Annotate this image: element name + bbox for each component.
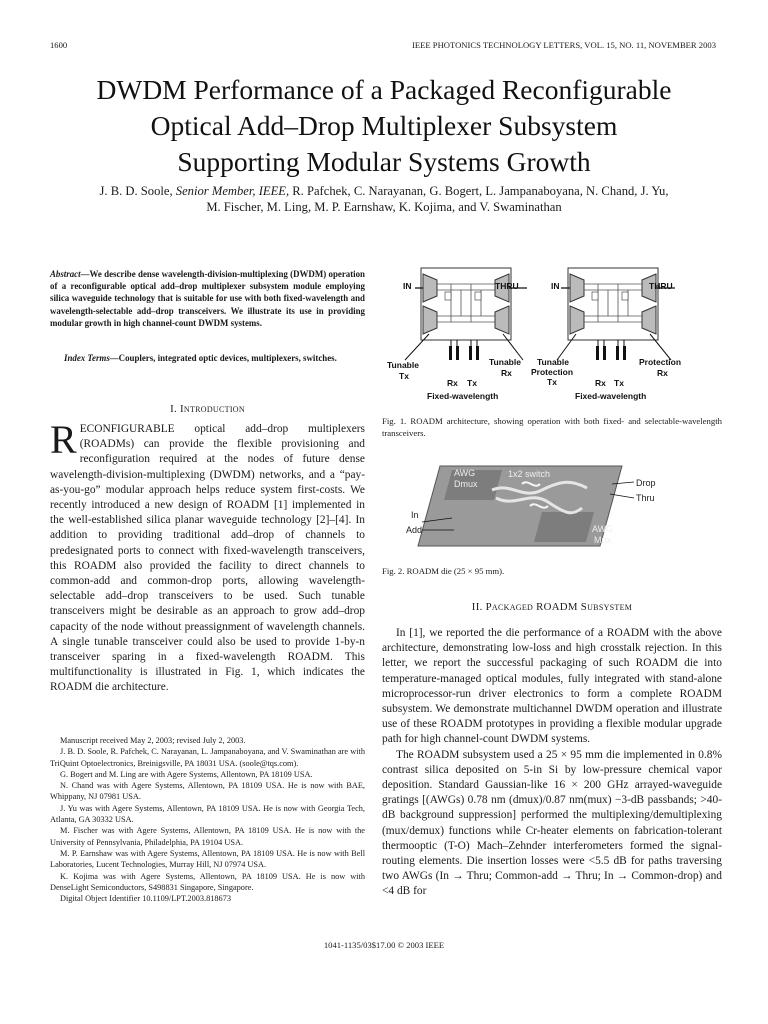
- index-terms: [50, 352, 365, 364]
- footnote: N. Chand was with Agere Systems, Allentown, PA 18109 USA. He is now with BAE, Whippany, NJ 07981 USA.: [50, 781, 365, 802]
- section-1-title: Introduction: [179, 403, 245, 415]
- switch-element: [445, 292, 451, 300]
- fig1-label: IN: [403, 281, 412, 291]
- section-2-number: II.: [471, 601, 483, 613]
- fig1-label: Tx: [399, 371, 409, 381]
- section-1-number: I.: [170, 403, 177, 415]
- fig2-label: Add: [406, 525, 423, 535]
- drop-cap: R: [50, 417, 77, 462]
- paper-title: [40, 72, 728, 180]
- awg-drop: [495, 306, 509, 334]
- fig1-label: Tunable: [489, 357, 521, 367]
- awg-dmux: [570, 274, 584, 302]
- rx-block: [596, 346, 599, 360]
- roadm-left-schematic: [387, 268, 527, 401]
- fig1-label: THRU: [649, 281, 673, 291]
- switch-network: [584, 284, 642, 322]
- fig1-label: Protection: [531, 367, 574, 377]
- fixed-lines: [451, 340, 477, 360]
- fig1-label: Fixed-wavelength: [427, 391, 499, 401]
- section-2-paragraph-2: The ROADM subsystem used a 25 × 95 mm die implemented in 0.8% contrast silica deposited on 5-in Si by low-pressure chemical vapor deposition. Standard Gaussian-like 16 × 200 GHz arrayed-waveguide gratings [(AWGs) 0.78 nm (dmux)/0.87 nm(mux) −3-dB passbands; >40-dB background suppression] performed the multiplexing/demultiplexing (mux/demux) functions while Cr-heater elements on fabrication-tolerant thermooptic (T-O) Mach–Zehnder interferometers formed the signal-routing elements. Die insertion losses were <5.5 dB for paths traversing two AWGs (In → Thru; Common-add → Thru; In → Common-drop) and <4 dB for: [382, 748, 722, 898]
- awg-drop: [642, 306, 656, 334]
- switch-element: [592, 292, 598, 300]
- fig1-label: THRU: [495, 281, 519, 291]
- abstract-label: Abstract: [50, 269, 81, 279]
- section-2-paragraph-1: In [1], we reported the die performance of a ROADM with the above architecture, demonstrating low-loss and high crosstalk rejection. In this letter, we report the successful packaging of such ROADM die into temperature-managed optical modules, fully integrated with stand-alone microprocessor-run driver electronics to form a complete ROADM subsystem. We demonstrate multichannel DWDM operation and illustrate use of these ROADM prototypes in providing a flexible modular upgrade path for high channel-count DWDM systems.: [382, 627, 722, 746]
- title-line-3: Supporting Modular Systems Growth: [177, 146, 591, 177]
- abstract-text: —We describe dense wavelength-division-multiplexing (DWDM) operation of a reconfigurable optical add–drop multiplexer subsystem module employing silica waveguide technology that is suitable for use with both fixed-wavelength and wavelength-selectable add–drop transceivers. We illustrate its use in providing modular growth in high channel-count DWDM systems.: [50, 269, 365, 328]
- section-2-heading: [382, 601, 722, 613]
- fig2-label: Dmux: [454, 479, 478, 489]
- fig1-label: Rx: [657, 368, 668, 378]
- authors-rest: R. Pafchek, C. Narayanan, G. Bogert, L. Jampanaboyana, N. Chand, J. Yu,: [292, 184, 669, 198]
- switch-element: [475, 292, 481, 300]
- page-number: 1600: [50, 40, 68, 50]
- fig2-label: Drop: [636, 478, 656, 488]
- author-line-2: M. Fischer, M. Ling, M. P. Earnshaw, K. Kojima, and V. Swaminathan: [206, 200, 562, 214]
- figure-1-caption: Fig. 1. ROADM architecture, showing operation with both fixed- and selectable-wavelength transceivers.: [382, 416, 722, 438]
- first-author: J. B. D. Soole,: [99, 184, 173, 198]
- title-line-1: DWDM Performance of a Packaged Reconfigurable: [96, 74, 672, 105]
- fig2-label: AWG: [592, 524, 614, 534]
- switch-network: [437, 284, 495, 322]
- fig1-label: Fixed-wavelength: [575, 391, 647, 401]
- fig1-label: Tx: [614, 378, 624, 388]
- fig2-label: 1x2 switch: [508, 469, 551, 479]
- fig2-label: AWG: [454, 468, 476, 478]
- section-2-title: Packaged ROADM Subsystem: [485, 601, 633, 613]
- section-1-text: ECONFIGURABLE optical add–drop multiplexers (ROADMs) can provide the flexible provisioning and reconfiguration required at the nodes of future dense wavelength-division-multiplexing (DWDM) networks, and a “pay-as-you-go” modular approach helps reduce system first-costs. We recently introduced a new design of ROADM [1] implemented in the well-established silica planar waveguide technology [2]–[4]. In addition to providing traditional add–drop of channels to predesignated ports to connect with fixed-wavelength transceivers, this ROADM also provided the facility to direct channels to common-add and common-drop ports, allowing wavelength-selectable add–drop transceivers to be used. Such tunable transceivers might be desirable as an approach to grow add–drop capacity of the node without preassignment of wavelength channels. A single tunable transceiver could also be used to provide 1-by-n transceiver sparing in a fixed-wavelength ROADM. This multifunctionality is illustrated in Fig. 1, which indicates the ROADM die architecture.: [50, 423, 365, 694]
- fig1-label: Rx: [501, 368, 512, 378]
- fig1-label: Tunable: [387, 360, 419, 370]
- author-line-1: [40, 183, 728, 199]
- awg-add: [423, 306, 437, 334]
- index-terms-text: —Couplers, integrated optic devices, multiplexers, switches.: [109, 353, 337, 363]
- fig1-label: Rx: [595, 378, 606, 388]
- section-1-body: [50, 417, 365, 696]
- copyright-footer: 1041-1135/03$17.00 © 2003 IEEE: [323, 940, 445, 950]
- rx-block: [603, 346, 606, 360]
- fig1-label: Rx: [447, 378, 458, 388]
- figure-2-caption: Fig. 2. ROADM die (25 × 95 mm).: [382, 566, 505, 576]
- first-author-title: Senior Member, IEEE,: [175, 184, 290, 198]
- tx-block: [476, 346, 479, 360]
- footnote: M. Fischer was with Agere Systems, Allentown, PA 18109 USA. He is now with the University of Pennsylvania, Philadelphia, PA 19104 USA.: [50, 826, 365, 847]
- section-1-heading: [50, 403, 365, 415]
- fig1-label: Protection: [639, 357, 682, 367]
- fig1-label: Tunable: [537, 357, 569, 367]
- footnote: K. Kojima was with Agere Systems, Allentown, PA 18109 USA. He is now with DenseLight Semiconductors, S498831 Singapore, Singapore.: [50, 871, 365, 892]
- rx-block: [449, 346, 452, 360]
- awg-add: [570, 306, 584, 334]
- fig2-label: In: [411, 510, 419, 520]
- author-list: [40, 183, 728, 215]
- fig1-label: Tx: [467, 378, 477, 388]
- footnote: Digital Object Identifier 10.1109/LPT.2003.818673: [60, 894, 231, 904]
- footnote: M. P. Earnshaw was with Agere Systems, Allentown, PA 18109 USA. He is now with Bell Laboratories, Lucent Technologies, Murray Hill, NJ 07974 USA.: [50, 848, 365, 870]
- awg-dmux: [423, 274, 437, 302]
- footnote: J. B. D. Soole, R. Pafchek, C. Narayanan, L. Jampanaboyana, and V. Swaminathan are with TriQuint Optoelectronics, Breinigsville, PA 18031 USA. (soole@tqs.com).: [50, 747, 365, 768]
- switch-element: [622, 292, 628, 300]
- footnotes: [50, 735, 365, 904]
- fig1-label: IN: [551, 281, 560, 291]
- journal-header: IEEE PHOTONICS TECHNOLOGY LETTERS, VOL. 15, NO. 11, NOVEMBER 2003: [412, 40, 716, 50]
- fig2-label: Thru: [636, 493, 655, 503]
- tx-block: [469, 346, 472, 360]
- abstract: [50, 268, 365, 329]
- fig1-label: Tx: [547, 377, 557, 387]
- section-2-body: [382, 626, 722, 900]
- footnote: G. Bogert and M. Ling are with Agere Systems, Allentown, PA 18109 USA.: [60, 769, 313, 779]
- tx-block: [616, 346, 619, 360]
- footnote: Manuscript received May 2, 2003; revised July 2, 2003.: [60, 736, 246, 745]
- tx-block: [623, 346, 626, 360]
- figure-2-image: [406, 460, 702, 552]
- index-terms-label: Index Terms: [64, 353, 110, 363]
- fixed-lines: [598, 340, 624, 360]
- title-line-2: Optical Add–Drop Multiplexer Subsystem: [150, 110, 618, 141]
- awg-mux-region: [534, 512, 594, 542]
- fig2-label: Mux: [594, 535, 612, 545]
- footnote: J. Yu was with Agere Systems, Allentown, PA 18109 USA. He is now with Georgia Tech, Atlanta, GA 30332 USA.: [50, 803, 365, 825]
- rx-block: [456, 346, 459, 360]
- figure-1-diagram: [385, 262, 715, 404]
- roadm-right-schematic: [531, 268, 681, 401]
